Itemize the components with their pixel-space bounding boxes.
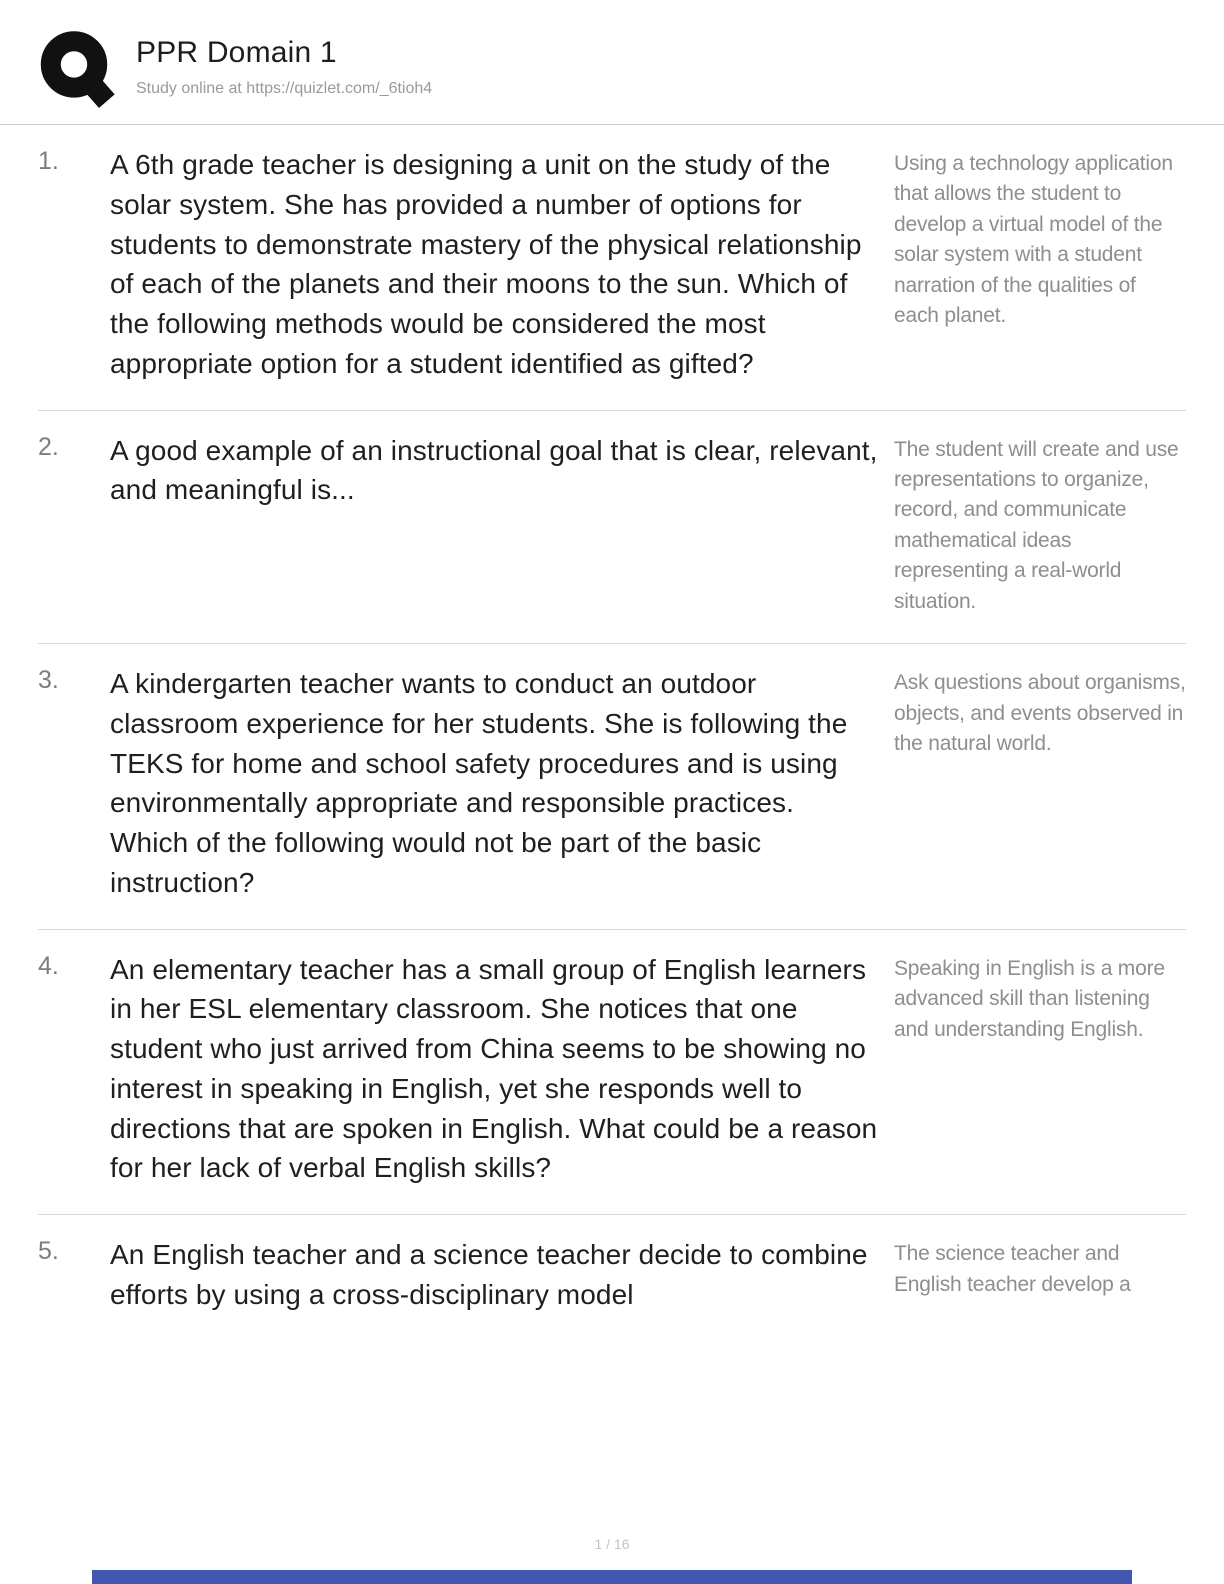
qa-row bbox=[38, 1215, 1186, 1341]
quizlet-q-logo bbox=[38, 30, 118, 110]
question-text: A kindergarten teacher wants to conduct an outdoor classroom experience for her students. She is following the TEKS for home and school safety procedures and is using environmentally appropriate and responsible practices. Which of the following would not be part of the basic instruction? bbox=[110, 668, 848, 898]
question-text: An English teacher and a science teacher decide to combine efforts by using a cross-disciplinary model bbox=[110, 1239, 868, 1310]
question-text: An elementary teacher has a small group of English learners in her ESL elementary classroom. She notices that one student who just arrived from China seems to be showing no interest in speaking in English, yet she responds well to directions that are spoken in English. What could be a reason for her lack of verbal English skills? bbox=[110, 953, 878, 1184]
qa-row bbox=[38, 930, 1186, 1216]
question-text: A good example of an instructional goal that is clear, relevant, and meaningful is... bbox=[110, 434, 878, 506]
question-number: 1. bbox=[38, 147, 59, 175]
question-number: 4. bbox=[38, 951, 59, 980]
header-text bbox=[136, 30, 432, 98]
qa-row bbox=[38, 125, 1186, 411]
answer-text: Ask questions about organisms, objects, and events observed in the natural world. bbox=[894, 671, 1186, 755]
answer-text: Using a technology application that allows the student to develop a virtual model of the solar system with a student narration of the qualities of each planet. bbox=[894, 152, 1173, 328]
qa-row bbox=[38, 644, 1186, 930]
page-title: PPR Domain 1 bbox=[136, 36, 337, 69]
study-online-link: Study online at https://quizlet.com/_6tioh4 bbox=[136, 80, 433, 97]
qa-row bbox=[38, 411, 1186, 645]
answer-text: The science teacher and English teacher develop a bbox=[894, 1242, 1131, 1296]
question-number: 2. bbox=[38, 432, 59, 461]
accent-bar bbox=[92, 1570, 1132, 1584]
question-number: 5. bbox=[38, 1237, 59, 1266]
page-header bbox=[0, 0, 1224, 125]
answer-text: Speaking in English is a more advanced skill than listening and understanding English. bbox=[894, 956, 1165, 1041]
question-text: A 6th grade teacher is designing a unit on the study of the solar system. She has provided a number of options for students to demonstrate mastery of the physical relationship of each of the planets and their moons to the sun. Which of the following methods would be considered the most appropriate option for a student identified as gifted? bbox=[110, 149, 862, 379]
page-indicator: 1 / 16 bbox=[594, 1536, 630, 1552]
qa-list bbox=[0, 125, 1224, 1341]
answer-text: The student will create and use representations to organize, record, and communicate mathematical ideas representing a real-world situation. bbox=[894, 437, 1179, 613]
question-number: 3. bbox=[38, 666, 59, 695]
